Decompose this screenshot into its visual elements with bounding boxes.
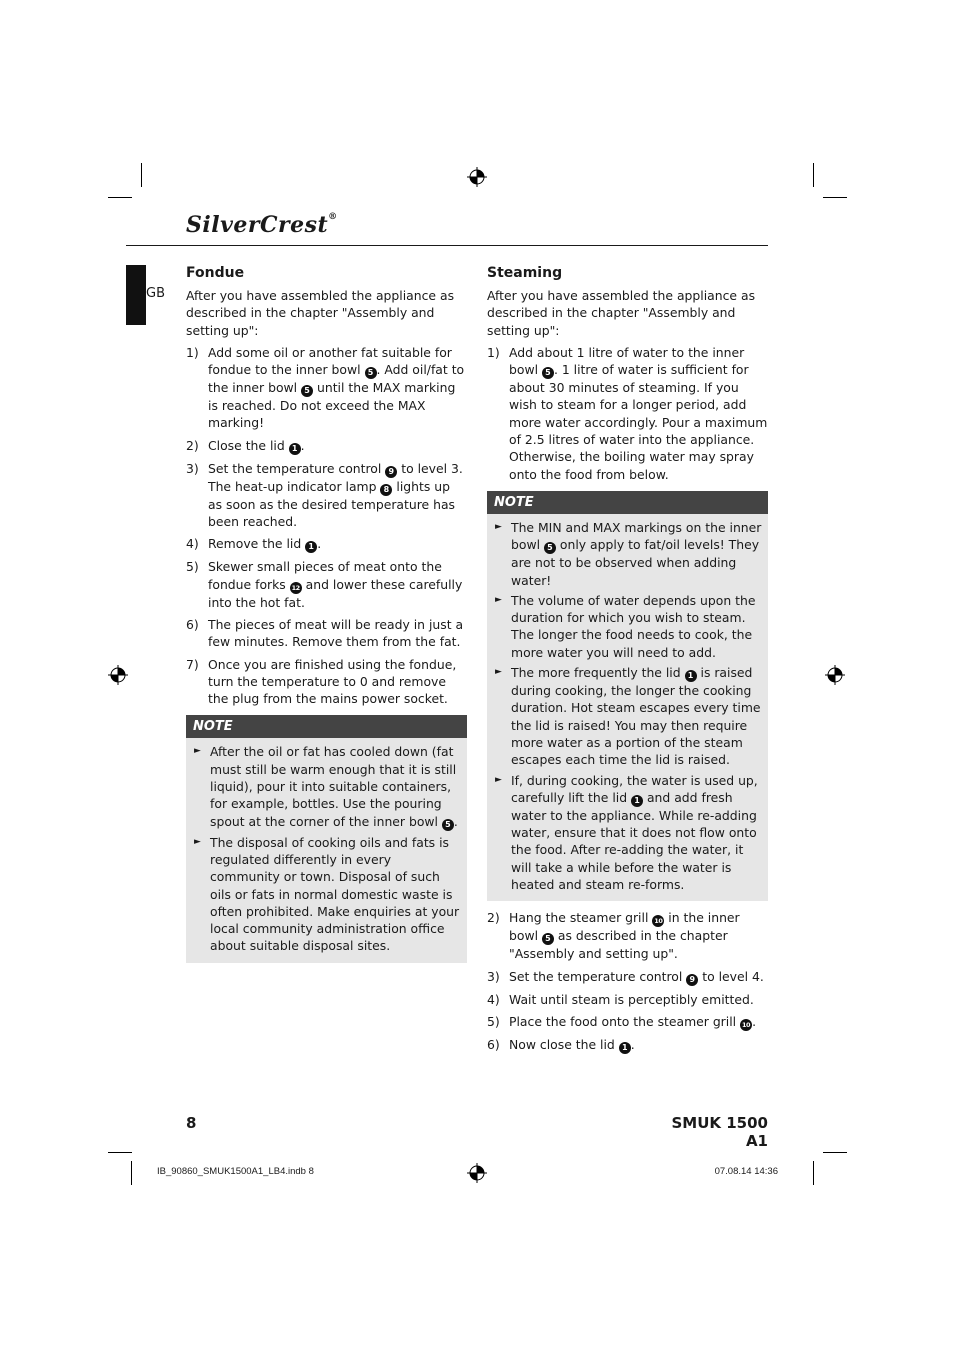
note-list <box>487 514 768 901</box>
step-number: 1) <box>487 344 500 360</box>
step-number: 7) <box>186 656 199 672</box>
step-item <box>487 1036 768 1054</box>
note-box <box>186 715 467 962</box>
registration-mark-icon <box>467 167 487 187</box>
note-item <box>186 834 461 955</box>
step-number: 4) <box>186 536 199 552</box>
step-number: 3) <box>186 460 199 476</box>
note-text: The MIN and MAX markings on the inner bowl 5 only apply to fat/oil levels! They are not to be observed when adding water! <box>511 519 762 588</box>
component-number-icon: 1 <box>305 541 317 553</box>
step-number: 6) <box>186 616 199 632</box>
crop-mark <box>108 1152 132 1153</box>
page-number: 8 <box>186 1114 197 1132</box>
note-item <box>487 592 762 661</box>
step-item <box>186 535 467 553</box>
step-text: Remove the lid 1 . <box>208 536 322 552</box>
note-text: If, during cooking, the water is used up, carefully lift the lid 1 and add fresh water to the appliance. While re-adding water, ensure that it does not flow onto the food. After re-adding the water, it will take a while before the water is heated and steam re-forms. <box>511 772 758 893</box>
step-list <box>487 344 768 483</box>
component-number-icon: 12 <box>291 583 300 592</box>
step-text: Skewer small pieces of meat onto the fondue forks 12 and lower these carefully into the hot fat. <box>208 559 463 610</box>
note-box <box>487 491 768 901</box>
note-item <box>487 772 762 894</box>
print-timestamp: 07.08.14 14:36 <box>714 1166 778 1177</box>
step-number: 5) <box>487 1013 500 1029</box>
note-item <box>487 664 762 768</box>
component-number-icon: 1 <box>619 1042 631 1054</box>
step-list <box>487 909 768 1054</box>
step-number: 4) <box>487 991 500 1007</box>
step-number: 6) <box>487 1036 500 1052</box>
component-number-icon: 5 <box>301 385 313 397</box>
component-number-icon: 10 <box>742 1020 751 1029</box>
step-item <box>186 656 467 708</box>
section-intro: After you have assembled the appliance as described in the chapter "Assembly and setting up": <box>186 288 455 338</box>
bullet-arrow-icon: ► <box>194 836 201 847</box>
brand-logo <box>186 212 338 238</box>
step-text: Place the food onto the steamer grill 10 . <box>509 1013 757 1029</box>
note-text: The disposal of cooking oils and fats is regulated differently in every community or town. Disposal of such oils or fats in normal domestic waste is often prohibited. Make enquiries at your local community administration office about suitable disposal sites. <box>210 834 460 954</box>
model-number: SMUK 1500 A1 <box>671 1114 768 1150</box>
step-text: Close the lid 1 . <box>208 437 305 453</box>
bullet-arrow-icon: ► <box>194 746 201 757</box>
language-label: GB <box>146 286 165 301</box>
component-number-icon: 1 <box>289 443 301 455</box>
fondue-section <box>186 264 467 971</box>
step-item <box>487 991 768 1008</box>
component-number-icon: 5 <box>542 933 554 945</box>
step-number: 1) <box>186 344 199 360</box>
steaming-section <box>487 264 768 1059</box>
crop-mark <box>141 163 142 187</box>
component-number-icon: 5 <box>544 542 556 554</box>
step-list <box>186 344 467 708</box>
step-item <box>487 344 768 483</box>
step-text: Now close the lid 1 . <box>509 1036 635 1052</box>
component-number-icon: 8 <box>380 484 392 496</box>
crop-mark <box>813 1161 814 1185</box>
print-slug: IB_90860_SMUK1500A1_LB4.indb 8 <box>157 1166 314 1177</box>
component-number-icon: 10 <box>654 917 663 926</box>
step-text: Once you are finished using the fondue, turn the temperature to 0 and remove the plug from the mains power socket. <box>208 656 457 707</box>
section-title: Steaming <box>487 265 563 281</box>
registration-mark-icon <box>825 665 845 685</box>
step-number: 2) <box>487 910 500 926</box>
component-number-icon: 1 <box>685 670 697 682</box>
component-number-icon: 9 <box>385 466 397 478</box>
step-text: Set the temperature control 9 to level 4. <box>509 968 764 984</box>
note-item <box>487 519 762 589</box>
crop-mark <box>108 197 132 198</box>
step-item <box>487 1013 768 1031</box>
note-title: NOTE <box>186 715 467 738</box>
step-number: 5) <box>186 559 199 575</box>
registration-mark-icon <box>467 1163 487 1183</box>
bullet-arrow-icon: ► <box>495 774 502 785</box>
component-number-icon: 1 <box>631 795 643 807</box>
crop-mark <box>823 197 847 198</box>
component-number-icon: 5 <box>542 367 554 379</box>
note-text: The more frequently the lid 1 is raised during cooking, the longer the cooking duration. Hot steam escapes every time the lid is raised! You may then require more water as a portion of the steam escapes each time the lid is raised. <box>511 665 761 768</box>
crop-mark <box>823 1152 847 1153</box>
component-number-icon: 5 <box>442 819 454 831</box>
registered-mark: ® <box>328 212 338 222</box>
step-item <box>186 558 467 611</box>
step-text: Hang the steamer grill 10 in the inner bowl 5 as described in the chapter "Assembly and setting up". <box>509 910 740 962</box>
bullet-arrow-icon: ► <box>495 667 502 678</box>
step-text: Set the temperature control 9 to level 3. The heat-up indicator lamp 8 lights up as soon as the desired temperature has been reached. <box>208 460 463 530</box>
step-item <box>186 437 467 455</box>
step-text: Add about 1 litre of water to the inner bowl 5 . 1 litre of water is sufficient for about 30 minutes of steaming. If you wish to steam for a longer period, add more water accordingly. Pour a maximum of 2.5 litres of water into the appliance. Otherwise, the boiling water may spray onto the food from below. <box>509 344 768 482</box>
header-rule <box>126 245 768 246</box>
step-item <box>186 460 467 531</box>
note-list <box>186 738 467 962</box>
crop-mark <box>131 1161 132 1185</box>
step-text: Wait until steam is perceptibly emitted. <box>509 991 754 1007</box>
step-item <box>487 909 768 962</box>
registration-mark-icon <box>108 665 128 685</box>
note-text: After the oil or fat has cooled down (fat must still be warm enough that it is still liquid), pour it into suitable containers, for example, bottles. Use the pouring spout at the corner of the inner bowl 5 . <box>210 744 458 829</box>
component-number-icon: 9 <box>686 974 698 986</box>
note-title: NOTE <box>487 491 768 514</box>
step-number: 2) <box>186 437 199 453</box>
step-number: 3) <box>487 968 500 984</box>
brand-name: SilverCrest <box>186 212 329 238</box>
note-text: The volume of water depends upon the duration for which you wish to steam. The longer the food needs to cook, the more water you will need to add. <box>511 592 756 660</box>
step-item <box>186 616 467 651</box>
crop-mark <box>813 163 814 187</box>
component-number-icon: 5 <box>365 367 377 379</box>
bullet-arrow-icon: ► <box>495 521 502 532</box>
step-text: The pieces of meat will be ready in just a few minutes. Remove them from the fat. <box>208 616 464 650</box>
note-item <box>186 743 461 830</box>
step-item <box>487 968 768 986</box>
section-title: Fondue <box>186 265 245 281</box>
step-item <box>186 344 467 432</box>
section-intro: After you have assembled the appliance as described in the chapter "Assembly and setting up": <box>487 288 756 338</box>
bullet-arrow-icon: ► <box>495 594 502 605</box>
step-text: Add some oil or another fat suitable for fondue to the inner bowl 5 . Add oil/fat to the inner bowl 5 until the MAX marking is reached. Do not exceed the MAX marking! <box>208 344 465 431</box>
